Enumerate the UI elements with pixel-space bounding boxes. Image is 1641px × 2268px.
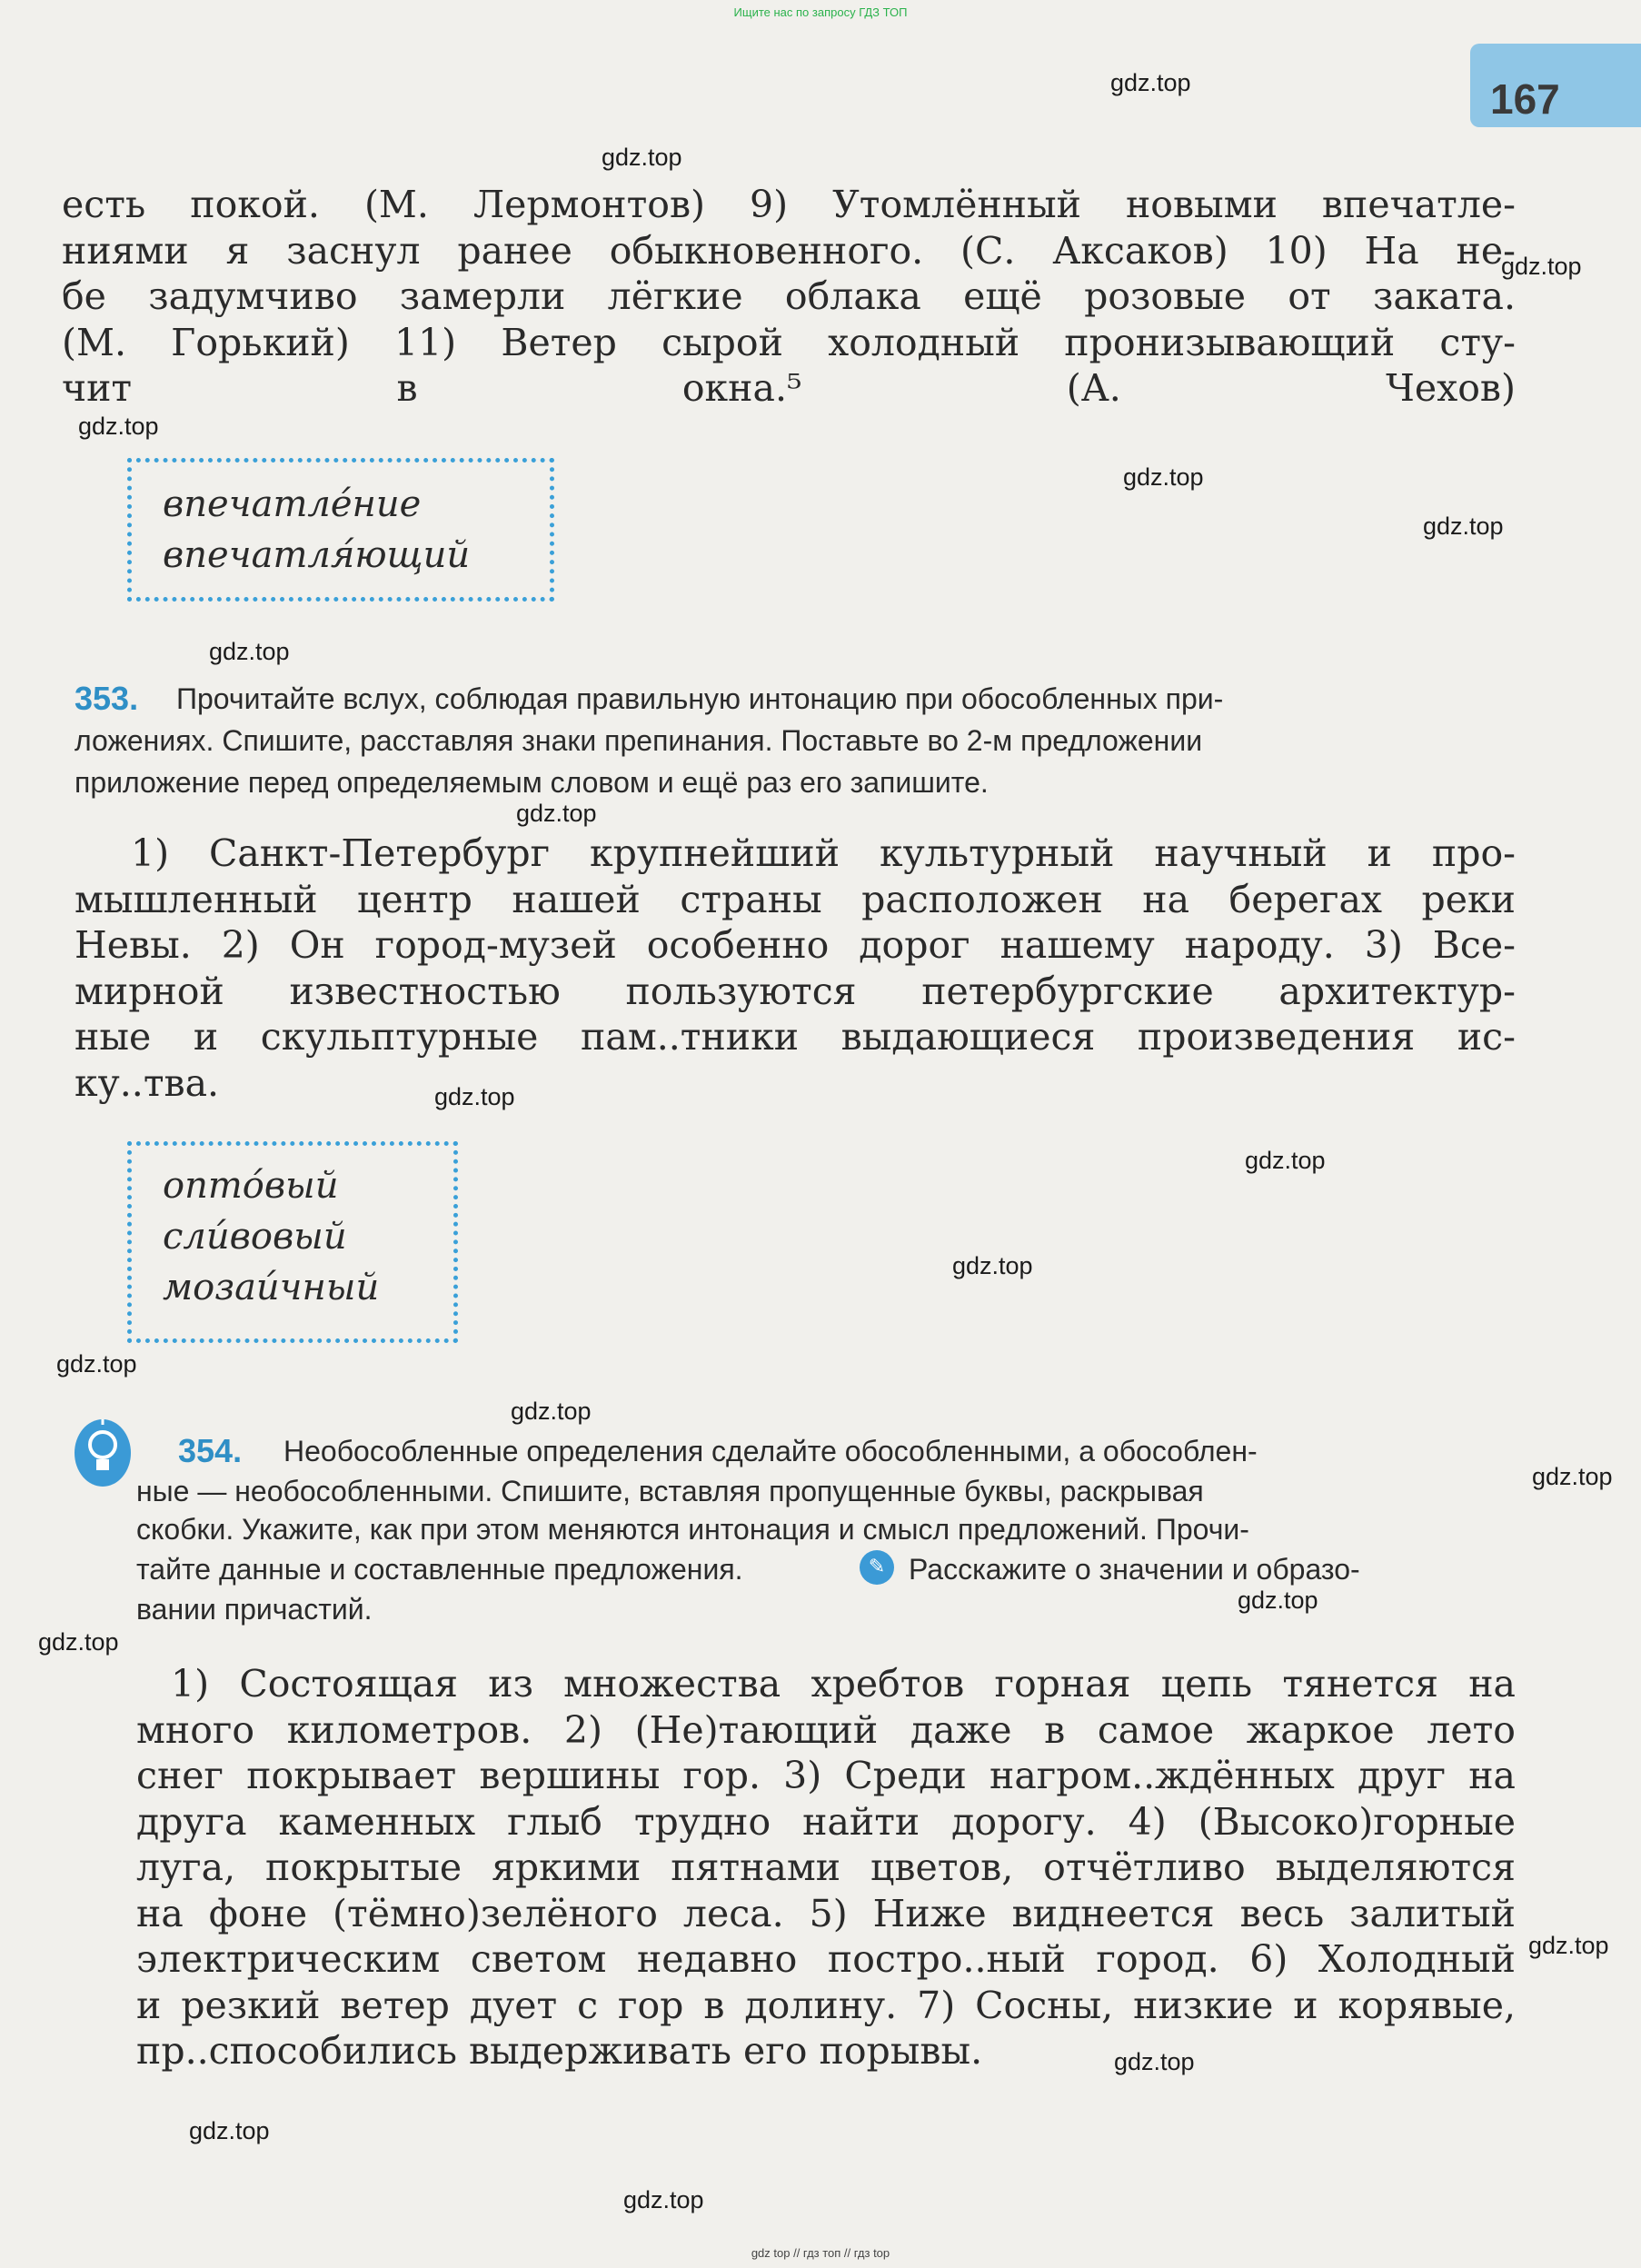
vocabulary-box	[127, 1141, 458, 1343]
text-line: (М. Горький) 11) Ветер сырой холодный пронизывающий сту-	[62, 320, 1516, 364]
task-instruction-line: ложениях. Спишите, расставляя знаки препинания. Поставьте во 2-м предложении	[75, 724, 1203, 757]
watermark: gdz.top	[1532, 1463, 1613, 1490]
text-line: бе задумчиво замерли лёгкие облака ещё розовые от заката.	[62, 274, 1516, 318]
text-line: 1) Состоящая из множества хребтов горная цепь тянется на	[171, 1662, 1516, 1706]
watermark: gdz.top	[1528, 1932, 1609, 1959]
task-instruction-line: Расскажите о значении и образо-	[909, 1553, 1360, 1586]
watermark: gdz.top	[56, 1350, 137, 1378]
watermark: gdz.top	[434, 1083, 515, 1110]
text-line: чит в окна.⁵ (А. Чехов)	[62, 366, 1516, 410]
watermark: gdz.top	[1110, 69, 1191, 96]
task354-text	[136, 1661, 1516, 2074]
text-line: ные и скульптурные пам..тники выдающиеся произведения ис-	[75, 1015, 1516, 1059]
task-instruction-line: приложение перед определяемым словом и ещё раз его запишите.	[75, 766, 989, 799]
text-line: и резкий ветер дует с гор в долину. 7) Сосны, низкие и корявые,	[136, 1983, 1516, 2027]
vocabulary-box	[127, 458, 554, 602]
text-line: на фоне (тёмно)зелёного леса. 5) Ниже виднеется весь залитый	[136, 1891, 1516, 1935]
watermark: gdz.top	[38, 1628, 119, 1656]
task-instruction-line: вании причастий.	[136, 1593, 373, 1626]
text-line: луга, покрытые яркими пятнами цветов, отчётливо выделяются	[136, 1845, 1516, 1889]
task353-text	[75, 831, 1516, 1106]
watermark: gdz.top	[1245, 1147, 1326, 1174]
vocab-word: впечатля́ющий	[163, 534, 471, 576]
watermark: gdz.top	[952, 1252, 1033, 1279]
watermark: gdz.top	[623, 2186, 704, 2213]
watermark: gdz.top	[78, 413, 159, 440]
task-instruction-line: Необособленные определения сделайте обособленными, а обособлен-	[283, 1435, 1258, 1467]
bottom-banner[interactable]: gdz top // гдз топ // гдз top	[751, 2246, 890, 2260]
text-line: снег покрывает вершины гор. 3) Среди нагром..ждённых друг на	[136, 1754, 1516, 1797]
task-instruction-line: скобки. Укажите, как при этом меняются интонация и смысл предложений. Прочи-	[136, 1513, 1249, 1546]
text-line: друга каменных глыб трудно найти дорогу. 4) (Высоко)горные	[136, 1799, 1516, 1844]
text-line: Невы. 2) Он город-музей особенно дорог нашему народу. 3) Все-	[75, 923, 1516, 967]
exercise-continuation-text	[62, 182, 1516, 412]
watermark: gdz.top	[209, 638, 290, 665]
text-line: 1) Санкт-Петербург крупнейший культурный научный и про-	[131, 831, 1516, 875]
watermark: gdz.top	[516, 800, 597, 827]
vocab-word: мозаи́чный	[163, 1267, 380, 1308]
watermark: gdz.top	[1123, 463, 1204, 491]
task-number: 353.	[75, 680, 139, 717]
lightbulb-icon	[75, 1419, 131, 1487]
watermark: gdz.top	[1423, 512, 1504, 540]
text-line: ниями я заснул ранее обыкновенного. (С. Аксаков) 10) На не-	[62, 228, 1516, 273]
watermark: gdz.top	[511, 1398, 592, 1425]
pencil-icon: ✎	[860, 1550, 896, 1587]
text-line: ку..тва.	[75, 1060, 220, 1105]
text-line: много километров. 2) (Не)тающий даже в самое жаркое лето	[136, 1707, 1516, 1752]
page-number: 167	[1490, 75, 1560, 123]
text-line: есть покой. (М. Лермонтов) 9) Утомлённый новыми впечатле-	[62, 183, 1516, 226]
text-line: электрическим светом недавно постро..ный город. 6) Холодный	[136, 1937, 1516, 1981]
text-line: мирной известностью пользуются петербургские архитектур-	[75, 969, 1516, 1013]
watermark: gdz.top	[189, 2117, 270, 2144]
vocab-word: сли́вовый	[163, 1216, 347, 1258]
task-instruction-line: тайте данные и составленные предложения.	[136, 1553, 743, 1586]
top-banner[interactable]: Ищите нас по запросу ГДЗ ТОП	[733, 5, 908, 19]
text-line: мышленный центр нашей страны расположен на берегах реки	[75, 877, 1516, 921]
watermark: gdz.top	[1501, 253, 1582, 280]
vocab-word: опто́вый	[163, 1165, 339, 1207]
task-instruction-line: Прочитайте вслух, соблюдая правильную интонацию при обособленных при-	[176, 682, 1224, 715]
watermark: gdz.top	[1114, 2048, 1195, 2075]
vocab-word: впечатле́ние	[163, 483, 422, 525]
task-instruction-line: ные — необособленными. Спишите, вставляя пропущенные буквы, раскрывая	[136, 1475, 1204, 1507]
text-line: пр..способились выдерживать его порывы.	[136, 2029, 983, 2073]
watermark: gdz.top	[602, 144, 682, 171]
task-number: 354.	[178, 1432, 243, 1469]
watermark: gdz.top	[1238, 1587, 1318, 1614]
